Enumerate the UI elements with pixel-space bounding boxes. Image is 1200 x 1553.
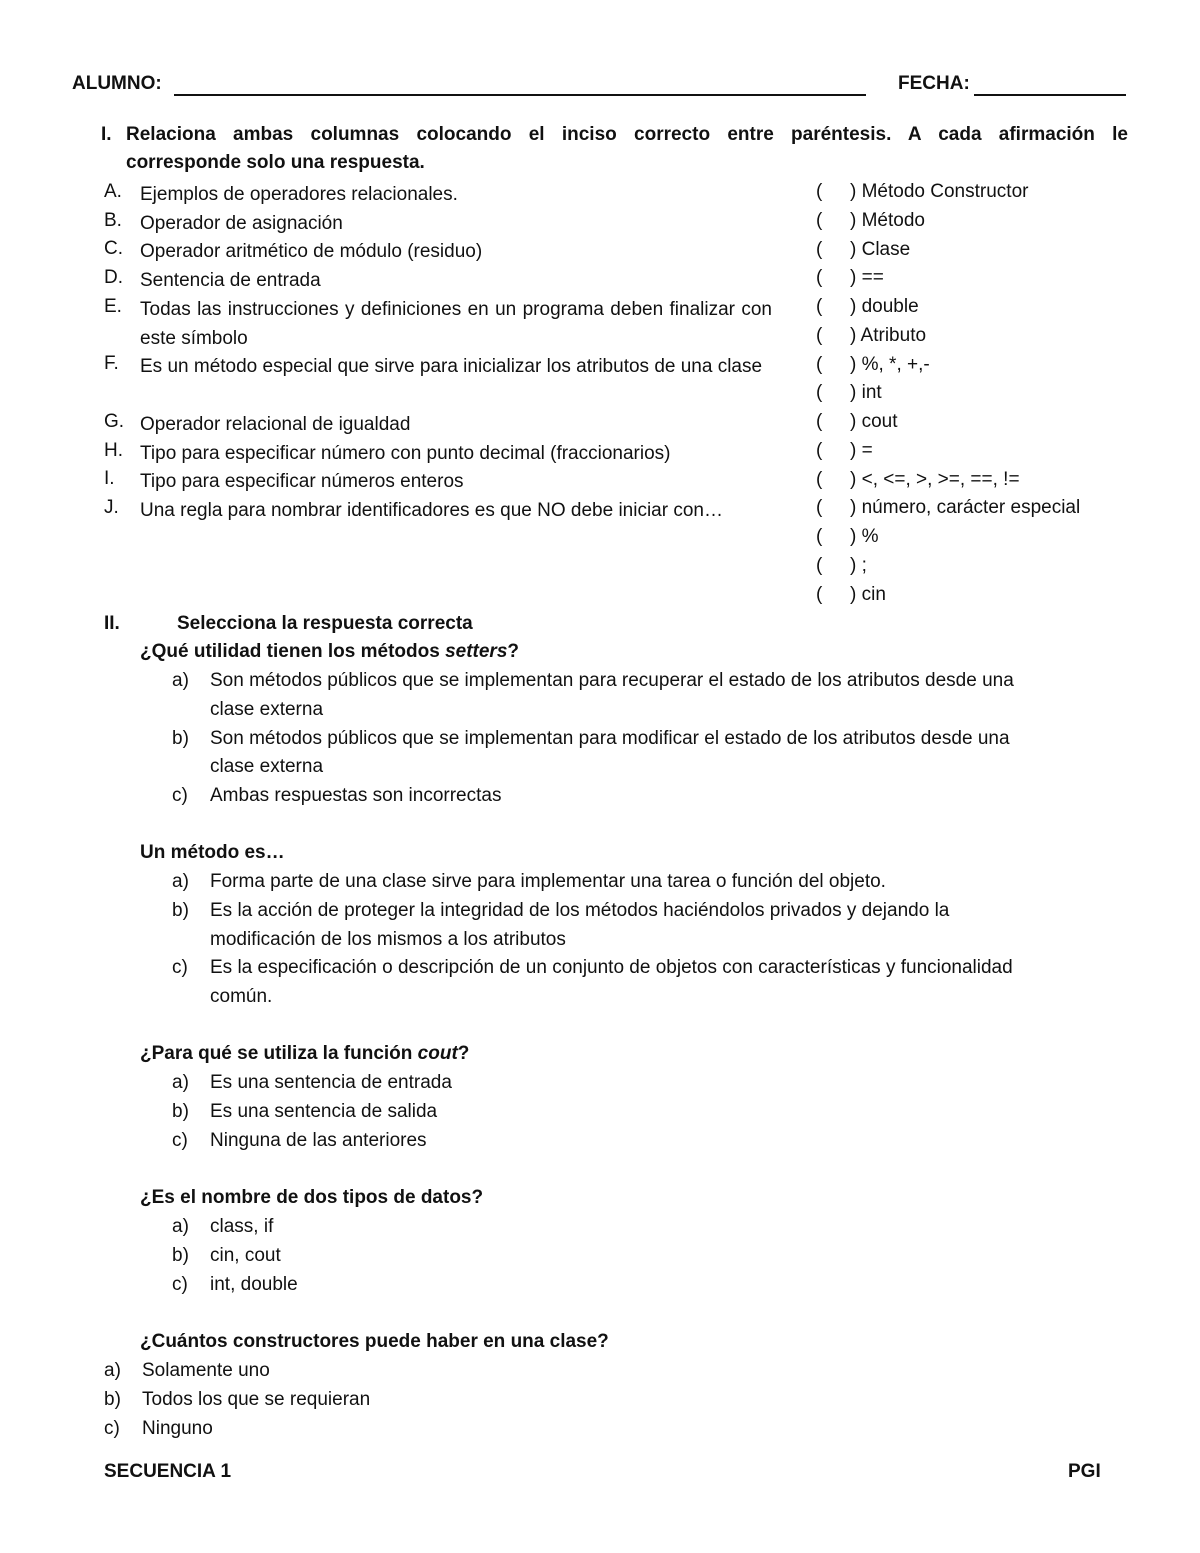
alumno-label: ALUMNO:: [72, 73, 162, 94]
match-item-right[interactable]: [816, 382, 882, 404]
answer-option[interactable]: [172, 670, 1014, 692]
match-item-right-text: ) Método: [850, 209, 925, 231]
answer-option[interactable]: [172, 1101, 437, 1123]
match-item-right[interactable]: [816, 210, 925, 232]
answer-option[interactable]: [172, 1216, 273, 1238]
match-item-right-text: ) <, <=, >, >=, ==, !=: [850, 468, 1020, 490]
answer-blank-paren[interactable]: (: [816, 296, 823, 317]
answer-blank-paren[interactable]: (: [816, 583, 823, 605]
match-item-letter: E.: [104, 296, 122, 317]
answer-option[interactable]: [172, 900, 949, 922]
match-item-right-text: ) cin: [850, 583, 886, 605]
match-item-text: Todas las instrucciones y definiciones en un programa deben finalizar con este símbolo: [140, 299, 772, 349]
answer-blank-paren[interactable]: (: [816, 267, 823, 289]
match-item-text: Una regla para nombrar identificadores es que NO debe iniciar con…: [140, 500, 723, 521]
answer-blank-paren[interactable]: (: [816, 181, 823, 202]
match-item-letter: A.: [104, 181, 122, 202]
match-item-right[interactable]: [816, 239, 910, 261]
answer-option-letter: a): [172, 1216, 189, 1237]
match-item-letter: G.: [104, 411, 125, 432]
answer-option[interactable]: [104, 1389, 370, 1411]
match-item-right[interactable]: [816, 555, 867, 577]
section1-instruction-line1: Relaciona ambas columnas colocando el inciso correcto entre paréntesis. A cada afirmación le: [126, 124, 1128, 145]
match-item-right-text: ) =: [850, 439, 873, 461]
section2-title: Selecciona la respuesta correcta: [177, 613, 473, 634]
match-item-right-text: ) double: [850, 296, 919, 317]
answer-option-text: Es la acción de proteger la integridad de los métodos haciéndolos privados y dejando la: [210, 899, 950, 921]
match-item-right[interactable]: [816, 469, 1020, 491]
question-metodo-title: Un método es…: [140, 842, 285, 863]
section1-numeral: I.: [101, 124, 112, 145]
answer-option-text: int, double: [210, 1273, 298, 1295]
answer-option-continuation: [172, 986, 272, 1008]
answer-blank-paren[interactable]: (: [816, 238, 823, 260]
answer-option[interactable]: [172, 1130, 427, 1152]
match-item-right-text: ) número, carácter especial: [850, 497, 1081, 519]
footer-right: PGI: [1068, 1461, 1101, 1482]
match-item-text: Operador relacional de igualdad: [140, 414, 411, 435]
fecha-label: FECHA:: [898, 73, 970, 94]
answer-blank-paren[interactable]: (: [816, 382, 823, 404]
answer-option-text: Ninguno: [142, 1417, 213, 1439]
answer-option[interactable]: [172, 1245, 281, 1267]
match-item-right-text: ) Atributo: [850, 324, 927, 346]
answer-option-letter: b): [172, 899, 189, 921]
answer-blank-paren[interactable]: (: [816, 209, 823, 231]
question-constructores-title: ¿Cuántos constructores puede haber en una clase?: [140, 1331, 609, 1352]
match-item-right[interactable]: [816, 526, 879, 548]
answer-option-letter: c): [172, 785, 188, 807]
answer-blank-paren[interactable]: (: [816, 439, 823, 461]
answer-blank-paren[interactable]: (: [816, 554, 823, 576]
answer-option[interactable]: [172, 785, 501, 807]
question-tipos-title: ¿Es el nombre de dos tipos de datos?: [140, 1187, 484, 1208]
match-item-letter: D.: [104, 267, 123, 288]
match-item-right-text: ) Clase: [850, 238, 911, 260]
match-item-right-text: ) %, *, +,-: [850, 353, 930, 375]
answer-option[interactable]: [172, 1072, 452, 1094]
right-column: [816, 0, 1156, 620]
match-item-letter: B.: [104, 210, 122, 231]
match-item-letter: C.: [104, 238, 123, 259]
match-item-letter: I.: [104, 468, 115, 489]
answer-option-continuation: [172, 756, 323, 778]
match-item-right[interactable]: [816, 411, 898, 433]
left-column: [104, 0, 804, 600]
answer-option-text: común.: [210, 986, 273, 1008]
match-item-right[interactable]: [816, 440, 873, 462]
answer-option-letter: b): [104, 1388, 121, 1410]
answer-blank-paren[interactable]: (: [816, 497, 823, 519]
match-item-text: Es un método especial que sirve para inicializar los atributos de una clase: [140, 356, 763, 377]
match-item-right[interactable]: [816, 325, 926, 347]
answer-blank-paren[interactable]: (: [816, 324, 823, 346]
answer-option[interactable]: [104, 1360, 270, 1382]
answer-option-letter: a): [172, 670, 189, 691]
answer-option-text: Ninguna de las anteriores: [210, 1129, 427, 1151]
answer-option-letter: b): [172, 1100, 189, 1122]
match-item-text: Tipo para especificar número con punto decimal (fraccionarios): [140, 443, 671, 464]
answer-option-text: Forma parte de una clase sirve para implementar una tarea o función del objeto.: [210, 871, 886, 892]
match-item-letter: F.: [104, 353, 119, 374]
answer-option-text: class, if: [210, 1216, 274, 1237]
match-item-text: Operador de asignación: [140, 213, 343, 234]
section1-instruction-line2: corresponde solo una respuesta.: [126, 152, 425, 173]
match-item-right[interactable]: [816, 497, 1080, 519]
question-cout-title: ¿Para qué se utiliza la función cout?: [140, 1043, 470, 1064]
match-item-right[interactable]: [816, 181, 1028, 203]
answer-option-text: clase externa: [210, 756, 324, 778]
footer-left: SECUENCIA 1: [104, 1461, 232, 1482]
answer-option[interactable]: [172, 728, 1010, 750]
answer-blank-paren[interactable]: (: [816, 411, 823, 432]
answer-option-text: Ambas respuestas son incorrectas: [210, 785, 502, 807]
answer-option-letter: a): [172, 1072, 189, 1093]
answer-blank-paren[interactable]: (: [816, 526, 823, 547]
match-item-text: Operador aritmético de módulo (residuo): [140, 241, 483, 262]
answer-option-text: Es una sentencia de entrada: [210, 1072, 452, 1093]
match-item-right[interactable]: [816, 584, 886, 606]
answer-option-text: modificación de los mismos a los atributos: [210, 928, 566, 950]
match-item-text: Tipo para especificar números enteros: [140, 471, 464, 492]
answer-option-letter: b): [172, 727, 189, 749]
answer-option[interactable]: [172, 957, 1013, 979]
answer-blank-paren[interactable]: (: [816, 468, 823, 490]
match-item-right-text: ) cout: [850, 411, 898, 432]
match-item-right-text: ) int: [850, 382, 882, 404]
answer-option-letter: c): [172, 1273, 188, 1295]
answer-option-continuation: [172, 929, 566, 951]
match-item-right-text: ) Método Constructor: [850, 181, 1029, 202]
match-item-right-text: ) %: [850, 526, 879, 547]
match-item-right-text: ) ==: [850, 267, 884, 289]
match-item-letter: H.: [104, 440, 123, 461]
answer-option-text: Solamente uno: [142, 1360, 270, 1381]
answer-option-text: Es la especificación o descripción de un conjunto de objetos con características y funcionalidad: [210, 957, 1013, 979]
match-item-text: Sentencia de entrada: [140, 270, 321, 291]
answer-option[interactable]: [172, 871, 886, 893]
match-item-right[interactable]: [816, 354, 930, 376]
answer-option[interactable]: [172, 1274, 298, 1296]
answer-option-letter: c): [172, 1129, 188, 1151]
answer-option-text: Todos los que se requieran: [142, 1388, 371, 1410]
match-item-right[interactable]: [816, 296, 919, 318]
question-setters-title: ¿Qué utilidad tienen los métodos setters?: [140, 641, 520, 662]
match-item-right-text: ) ;: [850, 554, 867, 576]
answer-option-text: clase externa: [210, 698, 324, 720]
answer-option-text: cin, cout: [210, 1244, 281, 1266]
answer-option-letter: a): [104, 1360, 121, 1381]
section2-numeral: II.: [104, 613, 120, 634]
answer-option-letter: c): [172, 957, 188, 979]
match-item-letter: J.: [104, 497, 119, 518]
answer-option-letter: a): [172, 871, 189, 892]
answer-option-letter: b): [172, 1244, 189, 1266]
match-item-right[interactable]: [816, 267, 884, 289]
answer-option-text: Son métodos públicos que se implementan para modificar el estado de los atributos desde una: [210, 727, 1010, 749]
answer-option-letter: c): [104, 1417, 120, 1439]
answer-option[interactable]: [104, 1418, 213, 1440]
answer-blank-paren[interactable]: (: [816, 353, 823, 375]
match-item-text: Ejemplos de operadores relacionales.: [140, 184, 458, 205]
answer-option-continuation: [172, 699, 323, 721]
answer-option-text: Son métodos públicos que se implementan para recuperar el estado de los atributos desde una: [210, 670, 1014, 691]
answer-option-text: Es una sentencia de salida: [210, 1100, 438, 1122]
